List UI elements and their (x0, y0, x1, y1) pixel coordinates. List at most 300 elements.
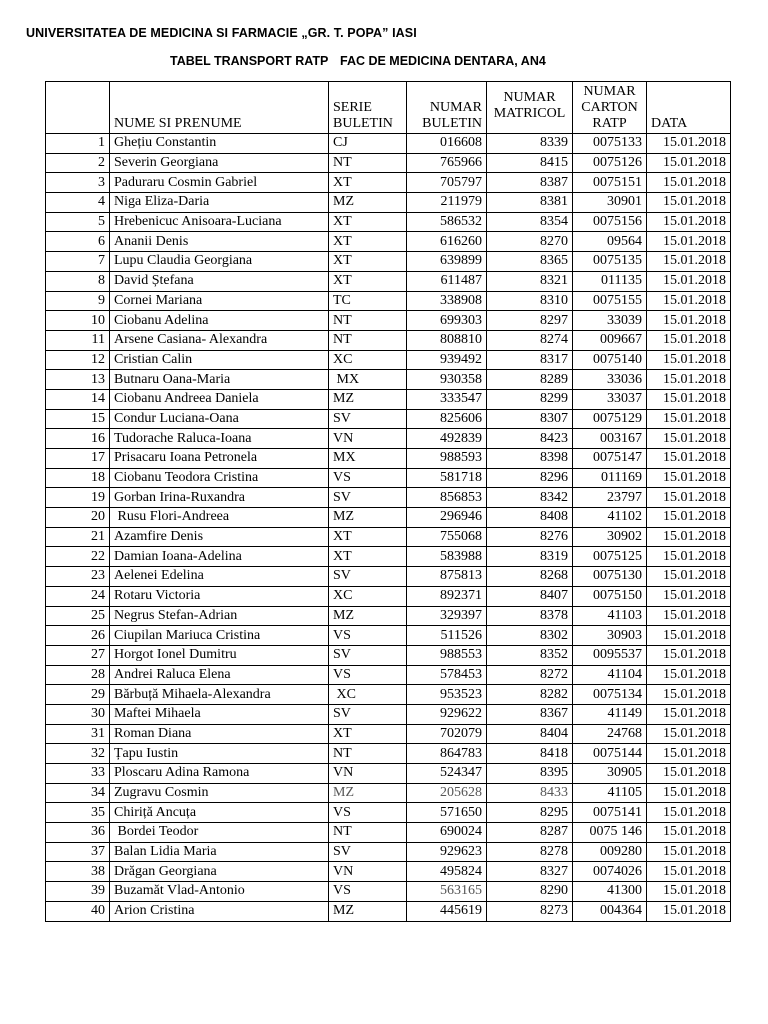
cell-serie: MZ (329, 389, 407, 409)
cell-matricol: 8272 (487, 665, 573, 685)
table-row (46, 783, 731, 803)
table-row (46, 134, 731, 154)
cell-matricol: 8418 (487, 744, 573, 764)
cell-buletin: 939492 (407, 350, 487, 370)
cell-name: Damian Ioana-Adelina (110, 547, 329, 567)
table-row (46, 724, 731, 744)
cell-name: Condur Luciana-Oana (110, 409, 329, 429)
cell-date: 15.01.2018 (647, 212, 731, 232)
cell-nr: 24 (46, 586, 110, 606)
cell-carton: 0095537 (573, 645, 647, 665)
col-header-buletin-line1: NUMAR (429, 100, 482, 115)
col-header-matricol-line1: NUMAR (503, 90, 556, 105)
cell-date: 15.01.2018 (647, 173, 731, 193)
cell-name: Roman Diana (110, 724, 329, 744)
cell-carton: 0075151 (573, 173, 647, 193)
cell-date: 15.01.2018 (647, 862, 731, 882)
cell-carton: 33036 (573, 370, 647, 390)
table-row (46, 449, 731, 469)
cell-date: 15.01.2018 (647, 586, 731, 606)
cell-name: Negrus Stefan-Adrian (110, 606, 329, 626)
cell-name: Arion Cristina (110, 901, 329, 921)
cell-name: Ghețiu Constantin (110, 134, 329, 154)
cell-serie: XC (329, 350, 407, 370)
cell-name: Andrei Raluca Elena (110, 665, 329, 685)
cell-serie: NT (329, 153, 407, 173)
cell-serie: VN (329, 764, 407, 784)
cell-buletin: 329397 (407, 606, 487, 626)
cell-serie: VS (329, 882, 407, 902)
cell-carton: 41149 (573, 704, 647, 724)
cell-date: 15.01.2018 (647, 901, 731, 921)
table-row (46, 901, 731, 921)
cell-name: Prisacaru Ioana Petronela (110, 449, 329, 469)
cell-buletin: 988593 (407, 449, 487, 469)
cell-date: 15.01.2018 (647, 389, 731, 409)
cell-nr: 18 (46, 468, 110, 488)
cell-carton: 30902 (573, 527, 647, 547)
cell-carton: 011169 (573, 468, 647, 488)
cell-serie: SV (329, 488, 407, 508)
cell-carton: 0075133 (573, 134, 647, 154)
table-row (46, 685, 731, 705)
cell-date: 15.01.2018 (647, 882, 731, 902)
cell-matricol: 8302 (487, 626, 573, 646)
cell-date: 15.01.2018 (647, 567, 731, 587)
cell-matricol: 8381 (487, 193, 573, 213)
cell-matricol: 8299 (487, 389, 573, 409)
cell-nr: 5 (46, 212, 110, 232)
cell-date: 15.01.2018 (647, 232, 731, 252)
cell-name: Ananii Denis (110, 232, 329, 252)
cell-name: Maftei Mihaela (110, 704, 329, 724)
cell-name: Drăgan Georgiana (110, 862, 329, 882)
cell-carton: 0075129 (573, 409, 647, 429)
cell-matricol: 8415 (487, 153, 573, 173)
cell-carton: 30905 (573, 764, 647, 784)
cell-nr: 27 (46, 645, 110, 665)
cell-nr: 12 (46, 350, 110, 370)
cell-nr: 31 (46, 724, 110, 744)
cell-nr: 1 (46, 134, 110, 154)
cell-serie: XT (329, 547, 407, 567)
cell-serie: CJ (329, 134, 407, 154)
cell-buletin: 586532 (407, 212, 487, 232)
cell-serie: MZ (329, 193, 407, 213)
cell-name: Ciobanu Adelina (110, 311, 329, 331)
cell-serie: XT (329, 252, 407, 272)
cell-carton: 0075144 (573, 744, 647, 764)
cell-date: 15.01.2018 (647, 606, 731, 626)
cell-name: Paduraru Cosmin Gabriel (110, 173, 329, 193)
cell-carton: 0075134 (573, 685, 647, 705)
cell-date: 15.01.2018 (647, 134, 731, 154)
cell-buletin: 892371 (407, 586, 487, 606)
cell-carton: 009280 (573, 842, 647, 862)
cell-carton: 41104 (573, 665, 647, 685)
col-header-carton-line3: RATP (592, 116, 627, 131)
cell-nr: 28 (46, 665, 110, 685)
cell-date: 15.01.2018 (647, 685, 731, 705)
table-row (46, 173, 731, 193)
cell-date: 15.01.2018 (647, 547, 731, 567)
cell-nr: 30 (46, 704, 110, 724)
col-header-carton-line2: CARTON (581, 100, 638, 115)
table-title: TABEL TRANSPORT RATP (170, 54, 329, 68)
cell-buletin: 211979 (407, 193, 487, 213)
cell-buletin: 765966 (407, 153, 487, 173)
cell-carton: 0075141 (573, 803, 647, 823)
table-row (46, 271, 731, 291)
cell-serie: XT (329, 527, 407, 547)
col-header-nr (46, 82, 110, 134)
cell-buletin: 338908 (407, 291, 487, 311)
cell-serie: VN (329, 429, 407, 449)
cell-name: Gorban Irina-Ruxandra (110, 488, 329, 508)
table-row (46, 823, 731, 843)
cell-matricol: 8408 (487, 508, 573, 528)
cell-date: 15.01.2018 (647, 350, 731, 370)
cell-serie: NT (329, 311, 407, 331)
table-row (46, 508, 731, 528)
cell-buletin: 864783 (407, 744, 487, 764)
cell-date: 15.01.2018 (647, 311, 731, 331)
cell-date: 15.01.2018 (647, 744, 731, 764)
cell-nr: 40 (46, 901, 110, 921)
table-row (46, 547, 731, 567)
cell-carton: 0075130 (573, 567, 647, 587)
col-header-carton (573, 82, 647, 134)
cell-carton: 009667 (573, 330, 647, 350)
cell-nr: 10 (46, 311, 110, 331)
cell-date: 15.01.2018 (647, 527, 731, 547)
cell-buletin: 616260 (407, 232, 487, 252)
cell-name: Cristian Calin (110, 350, 329, 370)
cell-date: 15.01.2018 (647, 271, 731, 291)
cell-name: Niga Eliza-Daria (110, 193, 329, 213)
cell-nr: 3 (46, 173, 110, 193)
cell-date: 15.01.2018 (647, 291, 731, 311)
cell-matricol: 8321 (487, 271, 573, 291)
cell-nr: 25 (46, 606, 110, 626)
table-row (46, 842, 731, 862)
col-header-carton-line1: NUMAR (583, 84, 636, 99)
cell-serie: NT (329, 823, 407, 843)
cell-carton: 003167 (573, 429, 647, 449)
cell-nr: 21 (46, 527, 110, 547)
cell-buletin: 563165 (407, 882, 487, 902)
faculty-title: FAC DE MEDICINA DENTARA, AN4 (340, 54, 546, 68)
col-header-serie-line2: BULETIN (333, 116, 393, 131)
cell-matricol: 8352 (487, 645, 573, 665)
cell-name: Bărbuță Mihaela-Alexandra (110, 685, 329, 705)
cell-serie: VS (329, 665, 407, 685)
cell-carton: 41105 (573, 783, 647, 803)
cell-buletin: 333547 (407, 389, 487, 409)
cell-serie: XC (329, 586, 407, 606)
cell-date: 15.01.2018 (647, 783, 731, 803)
cell-matricol: 8327 (487, 862, 573, 882)
table-row (46, 803, 731, 823)
cell-nr: 22 (46, 547, 110, 567)
cell-carton: 0075126 (573, 153, 647, 173)
table-row (46, 488, 731, 508)
table-row (46, 291, 731, 311)
cell-serie: XT (329, 232, 407, 252)
cell-date: 15.01.2018 (647, 409, 731, 429)
cell-date: 15.01.2018 (647, 429, 731, 449)
cell-matricol: 8378 (487, 606, 573, 626)
cell-carton: 30901 (573, 193, 647, 213)
cell-nr: 36 (46, 823, 110, 843)
cell-date: 15.01.2018 (647, 330, 731, 350)
cell-carton: 0075147 (573, 449, 647, 469)
cell-buletin: 875813 (407, 567, 487, 587)
cell-name: Tudorache Raluca-Ioana (110, 429, 329, 449)
cell-nr: 37 (46, 842, 110, 862)
table-row (46, 567, 731, 587)
cell-buletin: 445619 (407, 901, 487, 921)
cell-serie: MX (329, 370, 407, 390)
cell-name: Hrebenicuc Anisoara-Luciana (110, 212, 329, 232)
cell-buletin: 495824 (407, 862, 487, 882)
cell-name: Ciobanu Teodora Cristina (110, 468, 329, 488)
cell-carton: 41102 (573, 508, 647, 528)
cell-date: 15.01.2018 (647, 252, 731, 272)
cell-matricol: 8317 (487, 350, 573, 370)
cell-buletin: 639899 (407, 252, 487, 272)
cell-buletin: 690024 (407, 823, 487, 843)
cell-serie: SV (329, 842, 407, 862)
header-row (46, 82, 731, 134)
cell-serie: VS (329, 803, 407, 823)
cell-date: 15.01.2018 (647, 842, 731, 862)
cell-nr: 29 (46, 685, 110, 705)
cell-nr: 7 (46, 252, 110, 272)
cell-serie: MX (329, 449, 407, 469)
cell-serie: SV (329, 567, 407, 587)
table-row (46, 252, 731, 272)
cell-serie: VN (329, 862, 407, 882)
cell-buletin: 571650 (407, 803, 487, 823)
cell-nr: 2 (46, 153, 110, 173)
cell-matricol: 8270 (487, 232, 573, 252)
cell-buletin: 856853 (407, 488, 487, 508)
cell-serie: XC (329, 685, 407, 705)
cell-date: 15.01.2018 (647, 764, 731, 784)
table-row (46, 586, 731, 606)
cell-matricol: 8289 (487, 370, 573, 390)
cell-name: Rotaru Victoria (110, 586, 329, 606)
cell-matricol: 8274 (487, 330, 573, 350)
cell-matricol: 8354 (487, 212, 573, 232)
cell-date: 15.01.2018 (647, 370, 731, 390)
cell-matricol: 8297 (487, 311, 573, 331)
cell-buletin: 755068 (407, 527, 487, 547)
cell-carton: 004364 (573, 901, 647, 921)
cell-nr: 13 (46, 370, 110, 390)
table-row (46, 862, 731, 882)
cell-nr: 11 (46, 330, 110, 350)
cell-date: 15.01.2018 (647, 645, 731, 665)
cell-name: David Ștefana (110, 271, 329, 291)
table-row (46, 153, 731, 173)
cell-name: Azamfire Denis (110, 527, 329, 547)
cell-name: Butnaru Oana-Maria (110, 370, 329, 390)
col-header-buletin (407, 82, 487, 134)
table-row (46, 468, 731, 488)
cell-name: Aelenei Edelina (110, 567, 329, 587)
cell-serie: MZ (329, 508, 407, 528)
cell-date: 15.01.2018 (647, 704, 731, 724)
cell-carton: 0075 146 (573, 823, 647, 843)
cell-date: 15.01.2018 (647, 803, 731, 823)
cell-date: 15.01.2018 (647, 468, 731, 488)
cell-matricol: 8423 (487, 429, 573, 449)
cell-name: Severin Georgiana (110, 153, 329, 173)
cell-matricol: 8367 (487, 704, 573, 724)
cell-matricol: 8339 (487, 134, 573, 154)
cell-carton: 0074026 (573, 862, 647, 882)
cell-carton: 0075125 (573, 547, 647, 567)
cell-carton: 011135 (573, 271, 647, 291)
cell-name: Zugravu Cosmin (110, 783, 329, 803)
cell-name: Horgot Ionel Dumitru (110, 645, 329, 665)
cell-serie: SV (329, 704, 407, 724)
table-row (46, 527, 731, 547)
table-row (46, 606, 731, 626)
table-row (46, 744, 731, 764)
cell-name: Rusu Flori-Andreea (110, 508, 329, 528)
cell-name: Țapu Iustin (110, 744, 329, 764)
cell-name: Ciobanu Andreea Daniela (110, 389, 329, 409)
cell-matricol: 8387 (487, 173, 573, 193)
cell-buletin: 016608 (407, 134, 487, 154)
cell-matricol: 8296 (487, 468, 573, 488)
cell-serie: XT (329, 212, 407, 232)
cell-serie: XT (329, 271, 407, 291)
cell-nr: 14 (46, 389, 110, 409)
cell-matricol: 8310 (487, 291, 573, 311)
cell-buletin: 205628 (407, 783, 487, 803)
table-row (46, 429, 731, 449)
cell-matricol: 8287 (487, 823, 573, 843)
cell-nr: 20 (46, 508, 110, 528)
cell-nr: 23 (46, 567, 110, 587)
cell-nr: 19 (46, 488, 110, 508)
cell-matricol: 8404 (487, 724, 573, 744)
cell-nr: 4 (46, 193, 110, 213)
cell-nr: 9 (46, 291, 110, 311)
cell-buletin: 929622 (407, 704, 487, 724)
table-row (46, 193, 731, 213)
cell-date: 15.01.2018 (647, 153, 731, 173)
cell-matricol: 8278 (487, 842, 573, 862)
cell-serie: VS (329, 468, 407, 488)
cell-matricol: 8268 (487, 567, 573, 587)
cell-matricol: 8433 (487, 783, 573, 803)
cell-serie: MZ (329, 901, 407, 921)
cell-buletin: 953523 (407, 685, 487, 705)
cell-name: Lupu Claudia Georgiana (110, 252, 329, 272)
cell-nr: 32 (46, 744, 110, 764)
col-header-buletin-line2: BULETIN (422, 116, 482, 131)
cell-date: 15.01.2018 (647, 449, 731, 469)
cell-carton: 0075135 (573, 252, 647, 272)
table-row (46, 704, 731, 724)
cell-date: 15.01.2018 (647, 626, 731, 646)
col-header-serie-line1: SERIE (333, 100, 372, 115)
cell-buletin: 808810 (407, 330, 487, 350)
cell-buletin: 511526 (407, 626, 487, 646)
cell-matricol: 8295 (487, 803, 573, 823)
cell-buletin: 705797 (407, 173, 487, 193)
cell-carton: 09564 (573, 232, 647, 252)
cell-matricol: 8365 (487, 252, 573, 272)
cell-serie: VS (329, 626, 407, 646)
cell-buletin: 825606 (407, 409, 487, 429)
cell-carton: 0075140 (573, 350, 647, 370)
cell-matricol: 8319 (487, 547, 573, 567)
col-header-matricol (487, 82, 573, 134)
cell-nr: 38 (46, 862, 110, 882)
table-row (46, 232, 731, 252)
cell-carton: 23797 (573, 488, 647, 508)
cell-buletin: 524347 (407, 764, 487, 784)
cell-carton: 33039 (573, 311, 647, 331)
cell-buletin: 699303 (407, 311, 487, 331)
table-row (46, 370, 731, 390)
cell-serie: NT (329, 744, 407, 764)
cell-nr: 15 (46, 409, 110, 429)
table-row (46, 626, 731, 646)
table-row (46, 882, 731, 902)
cell-date: 15.01.2018 (647, 488, 731, 508)
col-header-name: NUME SI PRENUME (110, 82, 329, 134)
cell-serie: SV (329, 409, 407, 429)
cell-date: 15.01.2018 (647, 508, 731, 528)
col-header-matricol-line2: MATRICOL (493, 106, 566, 121)
table-row (46, 409, 731, 429)
cell-matricol: 8407 (487, 586, 573, 606)
cell-matricol: 8273 (487, 901, 573, 921)
cell-carton: 41103 (573, 606, 647, 626)
cell-carton: 33037 (573, 389, 647, 409)
cell-nr: 35 (46, 803, 110, 823)
cell-buletin: 929623 (407, 842, 487, 862)
cell-serie: MZ (329, 783, 407, 803)
cell-name: Ciupilan Mariuca Cristina (110, 626, 329, 646)
cell-serie: XT (329, 724, 407, 744)
table-row (46, 212, 731, 232)
table-row (46, 645, 731, 665)
cell-buletin: 583988 (407, 547, 487, 567)
cell-date: 15.01.2018 (647, 823, 731, 843)
cell-buletin: 296946 (407, 508, 487, 528)
table-row (46, 389, 731, 409)
cell-carton: 24768 (573, 724, 647, 744)
cell-nr: 8 (46, 271, 110, 291)
col-header-date: DATA (647, 82, 731, 134)
cell-serie: TC (329, 291, 407, 311)
cell-nr: 6 (46, 232, 110, 252)
cell-carton: 41300 (573, 882, 647, 902)
cell-name: Arsene Casiana- Alexandra (110, 330, 329, 350)
cell-nr: 17 (46, 449, 110, 469)
table-row (46, 330, 731, 350)
cell-matricol: 8290 (487, 882, 573, 902)
cell-matricol: 8282 (487, 685, 573, 705)
